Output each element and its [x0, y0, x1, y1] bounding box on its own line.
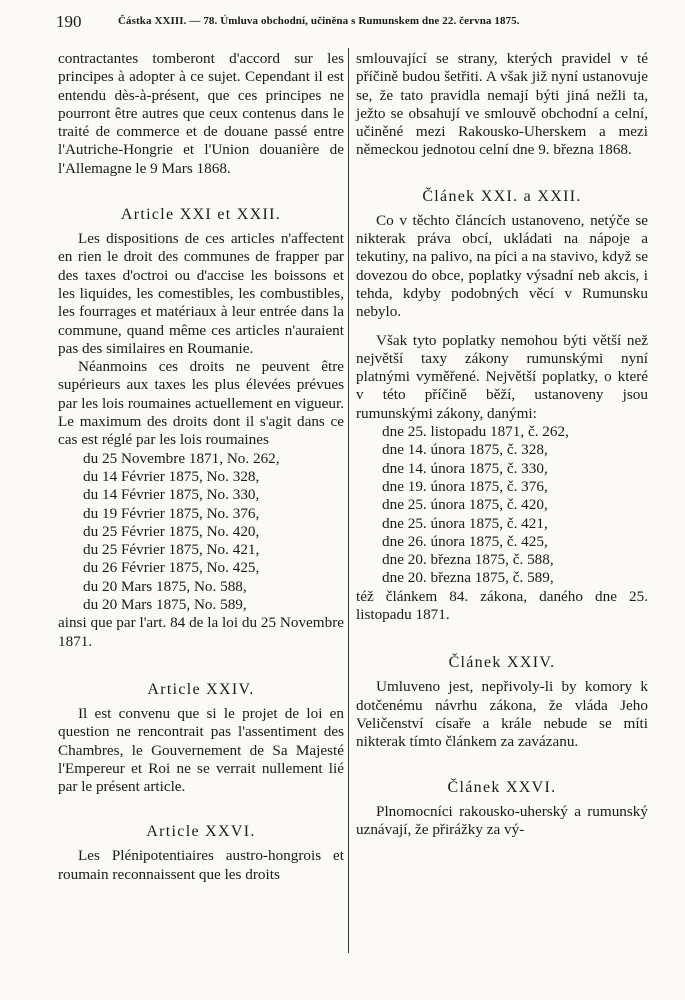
czech-article-21-heading: Článek XXI. a XXII. [422, 187, 582, 205]
law-item: dne 20. března 1875, č. 588, [382, 551, 554, 569]
french-article-21-heading: Article XXI et XXII. [120, 206, 282, 224]
french-article-24-heading: Article XXIV. [147, 680, 255, 698]
law-item: dne 25. února 1875, č. 421, [382, 514, 548, 532]
french-article-24-paragraph: Il est convenu que si le projet de loi en question ne rencontrait pas l'assentiment des Chambres, le Gouvernement de Sa Majesté l'Empereur et Roi ne se verrait nullement lié par le présent article. [58, 704, 344, 796]
running-head: Částka XXIII. — 78. Úmluva obchodní, učiněna s Rumunskem dne 22. června 1875. [118, 15, 520, 27]
czech-law-list [356, 423, 648, 588]
law-item: du 14 Février 1875, No. 328, [83, 467, 260, 485]
law-item: dne 26. února 1875, č. 425, [382, 532, 548, 550]
law-item: dne 20. března 1875, č. 589, [382, 569, 554, 587]
law-item: du 25 Février 1875, No. 421, [83, 541, 260, 559]
czech-intro-paragraph: smlouvající se strany, kterých pravidel v té příčině budou šetřiti. A však již nyní ustanovuje se, že tato pravidla nemají býti jiná nežli ta, ježto se obsahují ve smlouvě obchodní a celní, učiněné mezi Rakousko-Uherskem a mezi německou jednotou celní dne 9. března 1868. [356, 50, 648, 159]
czech-article-26-paragraph: Plnomocníci rakousko-uherský a rumunský uznávají, že přirážky za vý- [356, 802, 648, 838]
law-item: du 26 Février 1875, No. 425, [83, 559, 260, 577]
page-header [0, 12, 685, 34]
czech-article-21-tail: též článkem 84. zákona, daného dne 25. listopadu 1871. [356, 587, 648, 624]
french-article-21-paragraph-2: Néanmoins ces droits ne peuvent être supérieurs aux taxes les plus élevées prévues par les lois roumaines actuellement en vigueur. Le maximum des droits dont il s'agit dans ce cas est réglé par les lois roumaines [58, 358, 344, 449]
french-article-21-tail: ainsi que par l'art. 84 de la loi du 25 Novembre 1871. [58, 614, 344, 650]
law-item: du 19 Février 1875, No. 376, [83, 504, 260, 522]
law-item: du 25 Février 1875, No. 420, [83, 522, 260, 540]
czech-column [356, 50, 648, 839]
french-article-21-paragraph-1: Les dispositions de ces articles n'affectent en rien le droit des communes de frapper par des taxes d'octroi ou d'accise les boissons et les liquides, les comestibles, les combustibles, les fourrages et matériaux à leur entrée dans la commune, quand même ces articles n'auraient pas des similaires en Roumanie. [58, 230, 344, 357]
law-item: dne 25. února 1875, č. 420, [382, 496, 548, 514]
french-article-26-paragraph: Les Plénipotentiaires austro-hongrois et roumain reconnaissent que les droits [58, 847, 344, 883]
law-item: du 25 Novembre 1871, No. 262, [83, 449, 280, 467]
page-number: 190 [56, 12, 82, 31]
law-item: dne 14. února 1875, č. 328, [382, 441, 548, 459]
law-item: du 20 Mars 1875, No. 589, [83, 596, 247, 614]
law-item: du 14 Février 1875, No. 330, [83, 486, 260, 504]
law-item: dne 14. února 1875, č. 330, [382, 459, 548, 477]
column-divider [348, 48, 349, 953]
french-law-list [58, 450, 344, 615]
czech-article-26-heading: Článek XXVI. [447, 778, 557, 796]
law-item: dne 19. února 1875, č. 376, [382, 477, 548, 495]
law-item: dne 25. listopadu 1871, č. 262, [382, 423, 569, 441]
czech-article-24-heading: Článek XXIV. [448, 654, 556, 672]
french-intro-paragraph: contractantes tomberont d'accord sur les principes à adopter à ce sujet. Cependant il est entendu dès-à-présent, que ces principes ne pourront être autres que ceux contenus dans le traité de commerce et de douane passé entre l'Autriche-Hongrie et l'Union douanière de l'Allemagne le 9 Mars 1868. [58, 50, 344, 177]
french-column [58, 50, 344, 884]
law-item: du 20 Mars 1875, No. 588, [83, 577, 247, 595]
czech-article-24-paragraph: Umluveno jest, nepřivoly-li by komory k dotčenému návrhu zákona, že vláda Jeho Veličenství císaře a krále nebude se míti nikterak tímto článkem za zavázanu. [356, 678, 648, 751]
czech-article-21-paragraph-2: Však tyto poplatky nemohou býti větší než největší taxy zákony rumunskými nyní platnými vyměřené. Největší poplatky, o které v této příčině běží, ustanoveny jsou rumunskými zákony, danými: [356, 331, 648, 422]
czech-article-21-paragraph-1: Co v těchto článcích ustanoveno, netýče se nikterak práva obcí, ukládati na nápoje a tekutiny, na palivo, na píci a na stavivo, když se dovezou do obce, poplatky výsadní neb akcis, i tehda, kdyby podobných věcí v Rumunsku nebylo. [356, 211, 648, 321]
french-article-26-heading: Article XXVI. [146, 823, 256, 841]
